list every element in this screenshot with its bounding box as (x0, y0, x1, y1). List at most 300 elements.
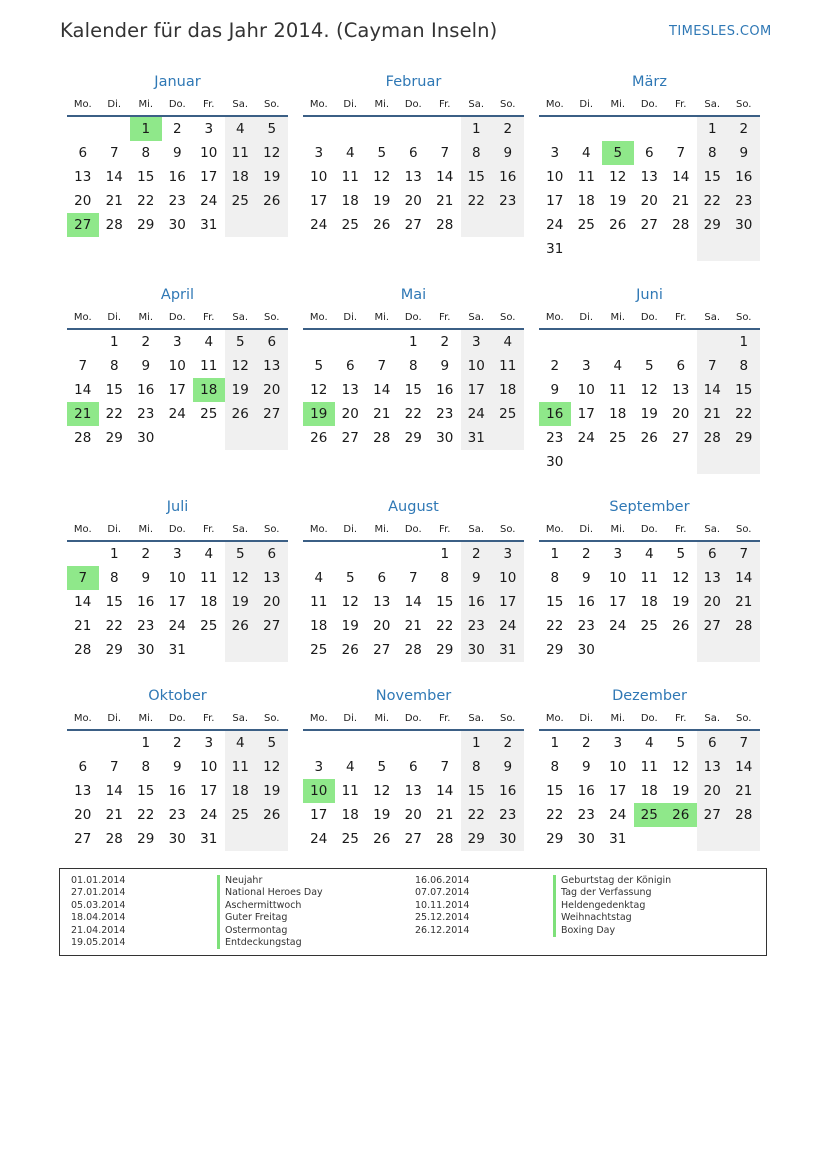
day-cell: 4 (204, 334, 214, 350)
day-cell: 1 (440, 546, 450, 562)
day-cell: 17 (609, 783, 627, 799)
empty-day-cell (665, 827, 697, 851)
day-cell: 13 (697, 755, 729, 779)
day-cell: 2 (141, 334, 151, 350)
weekday-label: Mi. (610, 523, 626, 535)
empty-day-cell (634, 237, 666, 261)
weekday-label: Mo. (545, 311, 564, 323)
day-cell: 13 (404, 783, 422, 799)
legend-dates-right (415, 875, 469, 937)
legend-holiday-name: Neujahr (217, 875, 323, 887)
week-row (303, 731, 524, 755)
day-cell: 2 (492, 117, 524, 141)
day-cell: 21 (728, 779, 760, 803)
week-row (539, 731, 760, 755)
legend-date: 25.12.2014 (415, 912, 470, 924)
weekday-header (67, 518, 288, 540)
weekday-label: Do. (640, 712, 658, 724)
day-cell: 30 (546, 454, 564, 470)
day-cell: 18 (640, 783, 658, 799)
day-cell: 19 (225, 590, 257, 614)
day-cell: 21 (105, 193, 123, 209)
day-cell: 8 (697, 141, 729, 165)
week-row (67, 827, 288, 851)
empty-day-cell (571, 330, 603, 354)
day-cell: 15 (461, 779, 493, 803)
day-cell: 4 (225, 117, 257, 141)
legend-holiday-name: Ostermontag (217, 925, 323, 937)
weekday-label: Mo. (309, 98, 328, 110)
week-row (303, 378, 524, 402)
day-cell: 5 (225, 542, 257, 566)
day-cell: 26 (256, 803, 288, 827)
day-cell: 27 (256, 614, 288, 638)
empty-day-cell (728, 237, 760, 261)
weekday-label: Fr. (439, 712, 451, 724)
day-cell: 11 (341, 169, 359, 185)
empty-day-cell (602, 450, 634, 474)
day-cell: 27 (404, 831, 422, 847)
month-4 (303, 284, 524, 450)
day-cell: 26 (640, 430, 658, 446)
week-row (539, 779, 760, 803)
day-cell: 9 (172, 759, 182, 775)
week-row (67, 566, 288, 590)
day-cell: 29 (697, 213, 729, 237)
weekday-label: Sa. (232, 311, 249, 323)
day-cell: 13 (74, 169, 92, 185)
weekday-label: Do. (168, 311, 186, 323)
day-cell: 1 (550, 546, 560, 562)
day-cell: 25 (341, 831, 359, 847)
day-cell: 23 (492, 803, 524, 827)
day-cell: 15 (546, 783, 564, 799)
weekday-label: Sa. (704, 98, 721, 110)
weekday-label: Fr. (675, 523, 687, 535)
month-8 (539, 496, 760, 662)
weekday-label: So. (736, 523, 752, 535)
weekday-label: Do. (168, 712, 186, 724)
week-row (539, 638, 760, 662)
day-cell: 4 (644, 735, 654, 751)
day-cell: 21 (672, 193, 690, 209)
day-cell: 26 (373, 831, 391, 847)
weekday-label: So. (500, 523, 516, 535)
day-cell: 8 (109, 358, 119, 374)
day-cell: 5 (256, 731, 288, 755)
day-cell: 21 (728, 590, 760, 614)
month-name: September (609, 499, 690, 515)
day-cell: 8 (141, 145, 151, 161)
day-cell: 26 (341, 642, 359, 658)
day-cell: 22 (436, 618, 454, 634)
month-name: Juli (166, 499, 189, 515)
weekday-label: So. (736, 98, 752, 110)
day-cell: 17 (200, 783, 218, 799)
month-name: August (388, 499, 439, 515)
holiday-day-cell: 27 (67, 213, 99, 237)
day-cell: 23 (137, 618, 155, 634)
day-cell: 29 (105, 430, 123, 446)
empty-day-cell (67, 117, 99, 141)
weekday-label: Di. (343, 311, 358, 323)
day-cell: 28 (74, 430, 92, 446)
day-cell: 2 (440, 334, 450, 350)
day-cell: 16 (492, 165, 524, 189)
day-cell: 29 (436, 642, 454, 658)
day-cell: 26 (373, 217, 391, 233)
week-row (67, 330, 288, 354)
day-cell: 31 (200, 831, 218, 847)
day-cell: 22 (461, 189, 493, 213)
day-cell: 15 (105, 594, 123, 610)
week-row (67, 638, 288, 662)
day-cell: 13 (640, 169, 658, 185)
day-cell: 4 (225, 731, 257, 755)
day-cell: 24 (200, 193, 218, 209)
holiday-day-cell: 19 (303, 402, 335, 426)
day-cell: 12 (373, 783, 391, 799)
weekday-label: Fr. (203, 311, 215, 323)
day-cell: 16 (577, 594, 595, 610)
empty-day-cell (256, 638, 288, 662)
day-cell: 13 (672, 382, 690, 398)
day-cell: 14 (105, 783, 123, 799)
weekday-header (539, 707, 760, 729)
empty-day-cell (665, 330, 697, 354)
week-row (67, 141, 288, 165)
day-cell: 25 (310, 642, 328, 658)
day-cell: 13 (341, 382, 359, 398)
empty-day-cell (225, 213, 257, 237)
day-cell: 5 (644, 358, 654, 374)
week-row (67, 117, 288, 141)
empty-day-cell (634, 638, 666, 662)
empty-day-cell (67, 731, 99, 755)
day-cell: 25 (225, 803, 257, 827)
day-cell: 14 (105, 169, 123, 185)
day-cell: 7 (728, 731, 760, 755)
week-row (539, 378, 760, 402)
day-cell: 8 (550, 570, 560, 586)
day-cell: 22 (404, 406, 422, 422)
day-cell: 9 (461, 566, 493, 590)
holiday-legend (59, 868, 767, 956)
day-cell: 28 (105, 217, 123, 233)
empty-day-cell (697, 827, 729, 851)
day-cell: 17 (609, 594, 627, 610)
empty-day-cell (492, 213, 524, 237)
day-cell: 19 (672, 594, 690, 610)
day-cell: 1 (109, 546, 119, 562)
day-cell: 22 (546, 807, 564, 823)
day-cell: 30 (728, 213, 760, 237)
day-cell: 11 (640, 570, 658, 586)
day-cell: 31 (609, 831, 627, 847)
empty-day-cell (665, 237, 697, 261)
day-cell: 17 (168, 382, 186, 398)
week-row (539, 566, 760, 590)
brand-logo[interactable]: TIMESLES.COM (669, 24, 772, 39)
month-11 (539, 685, 760, 851)
day-cell: 5 (676, 546, 686, 562)
day-cell: 30 (577, 642, 595, 658)
empty-day-cell (335, 542, 367, 566)
day-cell: 24 (168, 618, 186, 634)
week-row (303, 590, 524, 614)
weekday-label: Fr. (675, 311, 687, 323)
weekday-label: Sa. (232, 523, 249, 535)
day-cell: 3 (314, 145, 324, 161)
weekday-header (539, 306, 760, 328)
weekday-label: So. (736, 712, 752, 724)
day-cell: 29 (461, 827, 493, 851)
weekday-label: Di. (107, 712, 122, 724)
day-cell: 3 (314, 759, 324, 775)
day-cell: 26 (225, 402, 257, 426)
day-cell: 13 (373, 594, 391, 610)
month-name: Juni (636, 287, 663, 303)
day-cell: 6 (377, 570, 387, 586)
month-10 (303, 685, 524, 851)
day-cell: 8 (550, 759, 560, 775)
day-cell: 10 (310, 169, 328, 185)
day-cell: 14 (436, 169, 454, 185)
week-row (303, 189, 524, 213)
weekday-header (303, 707, 524, 729)
day-cell: 23 (168, 193, 186, 209)
week-row (67, 614, 288, 638)
day-cell: 27 (341, 430, 359, 446)
month-name: Dezember (612, 688, 687, 704)
empty-day-cell (225, 638, 257, 662)
day-cell: 5 (314, 358, 324, 374)
weekday-label: Mi. (138, 98, 154, 110)
day-cell: 10 (200, 145, 218, 161)
weekday-label: Di. (343, 98, 358, 110)
day-cell: 12 (609, 169, 627, 185)
week-row (67, 189, 288, 213)
day-cell: 10 (168, 570, 186, 586)
day-cell: 29 (546, 642, 564, 658)
week-row (303, 755, 524, 779)
legend-date: 10.11.2014 (415, 899, 470, 911)
day-cell: 6 (697, 542, 729, 566)
day-cell: 21 (105, 807, 123, 823)
week-row (303, 566, 524, 590)
day-cell: 18 (341, 807, 359, 823)
day-cell: 17 (310, 193, 328, 209)
week-row (539, 330, 760, 354)
empty-day-cell (335, 731, 367, 755)
day-cell: 26 (310, 430, 328, 446)
empty-day-cell (634, 330, 666, 354)
weekday-label: Do. (640, 523, 658, 535)
day-cell: 10 (168, 358, 186, 374)
day-cell: 17 (546, 193, 564, 209)
day-cell: 17 (168, 594, 186, 610)
week-row (67, 378, 288, 402)
day-cell: 14 (404, 594, 422, 610)
day-cell: 29 (105, 642, 123, 658)
empty-day-cell (697, 330, 729, 354)
day-cell: 18 (225, 779, 257, 803)
day-cell: 10 (492, 566, 524, 590)
day-cell: 26 (672, 618, 690, 634)
day-cell: 18 (310, 618, 328, 634)
week-row (539, 237, 760, 261)
weekday-label: Mi. (138, 523, 154, 535)
empty-day-cell (571, 450, 603, 474)
day-cell: 3 (550, 145, 560, 161)
day-cell: 19 (225, 378, 257, 402)
day-cell: 12 (256, 141, 288, 165)
day-cell: 6 (408, 759, 418, 775)
day-cell: 28 (373, 430, 391, 446)
day-cell: 16 (436, 382, 454, 398)
empty-day-cell (602, 638, 634, 662)
day-cell: 20 (373, 618, 391, 634)
weekday-header (539, 518, 760, 540)
empty-day-cell (571, 117, 603, 141)
day-cell: 20 (404, 193, 422, 209)
week-row (67, 354, 288, 378)
day-cell: 27 (697, 803, 729, 827)
empty-day-cell (398, 542, 430, 566)
day-cell: 1 (461, 117, 493, 141)
day-cell: 11 (200, 358, 218, 374)
weekday-label: Di. (579, 98, 594, 110)
day-cell: 25 (577, 217, 595, 233)
day-cell: 29 (728, 426, 760, 450)
holiday-day-cell: 26 (665, 803, 697, 827)
day-cell: 16 (168, 169, 186, 185)
holiday-day-cell: 16 (539, 402, 571, 426)
day-cell: 10 (546, 169, 564, 185)
day-cell: 24 (492, 614, 524, 638)
day-cell: 17 (461, 378, 493, 402)
day-cell: 23 (728, 189, 760, 213)
day-cell: 10 (609, 759, 627, 775)
page-title: Kalender für das Jahr 2014. (Cayman Inseln) (60, 19, 498, 42)
day-cell: 9 (492, 755, 524, 779)
empty-day-cell (303, 542, 335, 566)
day-cell: 16 (577, 783, 595, 799)
weekday-header (67, 93, 288, 115)
weekday-label: Sa. (704, 523, 721, 535)
holiday-day-cell: 7 (67, 566, 99, 590)
day-cell: 25 (492, 402, 524, 426)
day-cell: 19 (256, 779, 288, 803)
week-row (303, 638, 524, 662)
day-cell: 9 (550, 382, 560, 398)
weekday-label: Mo. (73, 311, 92, 323)
weekday-header (303, 518, 524, 540)
day-cell: 8 (461, 141, 493, 165)
day-cell: 11 (200, 570, 218, 586)
day-cell: 21 (436, 193, 454, 209)
day-cell: 9 (172, 145, 182, 161)
day-cell: 13 (256, 566, 288, 590)
week-row (67, 542, 288, 566)
day-cell: 1 (461, 731, 493, 755)
day-cell: 15 (436, 594, 454, 610)
day-cell: 18 (492, 378, 524, 402)
day-cell: 22 (697, 189, 729, 213)
weekday-header (67, 306, 288, 328)
day-cell: 14 (373, 382, 391, 398)
empty-day-cell (492, 426, 524, 450)
day-cell: 30 (577, 831, 595, 847)
day-cell: 6 (345, 358, 355, 374)
day-cell: 20 (672, 406, 690, 422)
day-cell: 24 (310, 831, 328, 847)
day-cell: 16 (137, 382, 155, 398)
day-cell: 30 (168, 831, 186, 847)
weekday-header (303, 306, 524, 328)
day-cell: 22 (137, 807, 155, 823)
day-cell: 6 (256, 542, 288, 566)
day-cell: 10 (461, 354, 493, 378)
day-cell: 18 (200, 594, 218, 610)
week-row (303, 213, 524, 237)
holiday-day-cell: 21 (67, 402, 99, 426)
day-cell: 22 (461, 803, 493, 827)
legend-holiday-name: Weihnachtstag (553, 912, 671, 924)
day-cell: 2 (728, 117, 760, 141)
day-cell: 11 (310, 594, 328, 610)
day-cell: 28 (74, 642, 92, 658)
day-cell: 2 (172, 121, 182, 137)
day-cell: 1 (728, 330, 760, 354)
weekday-label: Mo. (73, 712, 92, 724)
day-cell: 14 (697, 378, 729, 402)
weekday-label: Di. (343, 523, 358, 535)
week-row (303, 330, 524, 354)
weekday-label: Di. (579, 523, 594, 535)
legend-date: 07.07.2014 (415, 887, 470, 899)
day-cell: 25 (609, 430, 627, 446)
day-cell: 14 (728, 566, 760, 590)
day-cell: 21 (436, 807, 454, 823)
day-cell: 14 (74, 382, 92, 398)
empty-day-cell (303, 117, 335, 141)
weekday-label: Do. (168, 523, 186, 535)
weekday-label: Mo. (545, 712, 564, 724)
day-cell: 22 (546, 618, 564, 634)
weekday-header (539, 93, 760, 115)
weekday-label: Do. (640, 311, 658, 323)
month-3 (67, 284, 288, 450)
week-row (67, 213, 288, 237)
week-row (539, 803, 760, 827)
legend-date: 01.01.2014 (71, 875, 126, 886)
weekday-label: Di. (107, 311, 122, 323)
week-row (67, 165, 288, 189)
week-row (67, 779, 288, 803)
day-cell: 25 (225, 189, 257, 213)
day-cell: 8 (141, 759, 151, 775)
day-cell: 7 (676, 145, 686, 161)
weekday-label: Mi. (374, 98, 390, 110)
day-cell: 9 (728, 141, 760, 165)
empty-day-cell (193, 426, 225, 450)
weekday-label: Mi. (138, 712, 154, 724)
month-6 (67, 496, 288, 662)
day-cell: 26 (256, 189, 288, 213)
legend-holiday-name: Guter Freitag (217, 912, 323, 924)
day-cell: 16 (168, 783, 186, 799)
